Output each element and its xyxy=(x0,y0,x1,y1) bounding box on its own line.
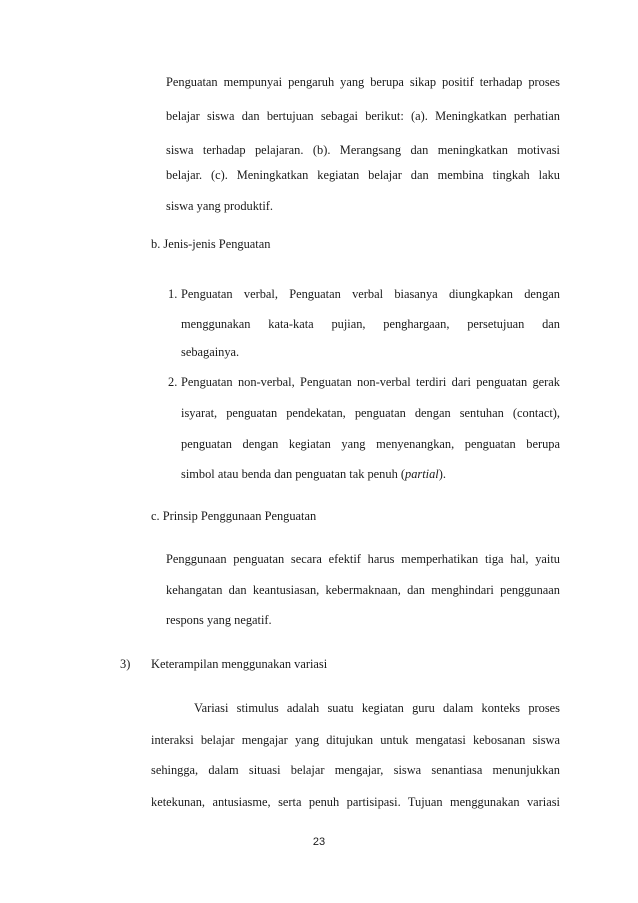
paragraph-line: Penguatan mempunyai pengaruh yang berupa sikap positif terhadap proses xyxy=(166,75,560,89)
section-number-3: 3) xyxy=(120,657,131,671)
paragraph-line: respons yang negatif. xyxy=(166,613,272,627)
paragraph-line: belajar. (c). Meningkatkan kegiatan belajar dan membina tingkah laku xyxy=(166,168,560,182)
list-item-line: sebagainya. xyxy=(181,345,240,359)
list-item-line: penguatan dengan kegiatan yang menyenangkan, penguatan berupa xyxy=(181,437,560,451)
paragraph-line: ketekunan, antusiasme, serta penuh partisipasi. Tujuan menggunakan variasi xyxy=(151,795,560,809)
italic-term: partial xyxy=(405,467,439,481)
paragraph-line: Variasi stimulus adalah suatu kegiatan guru dalam konteks proses xyxy=(194,701,560,715)
list-number: 2. xyxy=(168,375,178,389)
paragraph-line: sehingga, dalam situasi belajar mengajar, siswa senantiasa menunjukkan xyxy=(151,763,560,777)
page-number: 23 xyxy=(312,836,326,848)
list-item-line-last xyxy=(181,466,446,482)
list-item-text: simbol atau benda dan penguatan tak penuh ( xyxy=(181,467,405,481)
section-heading-c: c. Prinsip Penggunaan Penguatan xyxy=(151,509,317,523)
paragraph-line: kehangatan dan keantusiasan, kebermaknaan, dan menghindari penggunaan xyxy=(166,583,560,597)
list-item-line: Penguatan verbal, Penguatan verbal biasanya diungkapkan dengan xyxy=(181,287,560,301)
list-item-line: menggunakan kata-kata pujian, penghargaan, persetujuan dan xyxy=(181,317,560,331)
list-number: 1. xyxy=(168,287,178,301)
list-item-text: ). xyxy=(438,467,446,481)
paragraph-line: interaksi belajar mengajar yang ditujukan untuk mengatasi kebosanan siswa xyxy=(151,733,560,747)
section-heading-b: b. Jenis-jenis Penguatan xyxy=(151,237,271,251)
paragraph-line: Penggunaan penguatan secara efektif harus memperhatikan tiga hal, yaitu xyxy=(166,552,560,566)
section-heading-3: Keterampilan menggunakan variasi xyxy=(151,657,328,671)
paragraph-line: belajar siswa dan bertujuan sebagai berikut: (a). Meningkatkan perhatian xyxy=(166,109,560,123)
paragraph-line: siswa terhadap pelajaran. (b). Merangsang dan meningkatkan motivasi xyxy=(166,143,560,157)
list-item-line: Penguatan non-verbal, Penguatan non-verbal terdiri dari penguatan gerak xyxy=(181,375,560,389)
paragraph-line: siswa yang produktif. xyxy=(166,199,274,213)
list-item-line: isyarat, penguatan pendekatan, penguatan dengan sentuhan (contact), xyxy=(181,406,560,420)
